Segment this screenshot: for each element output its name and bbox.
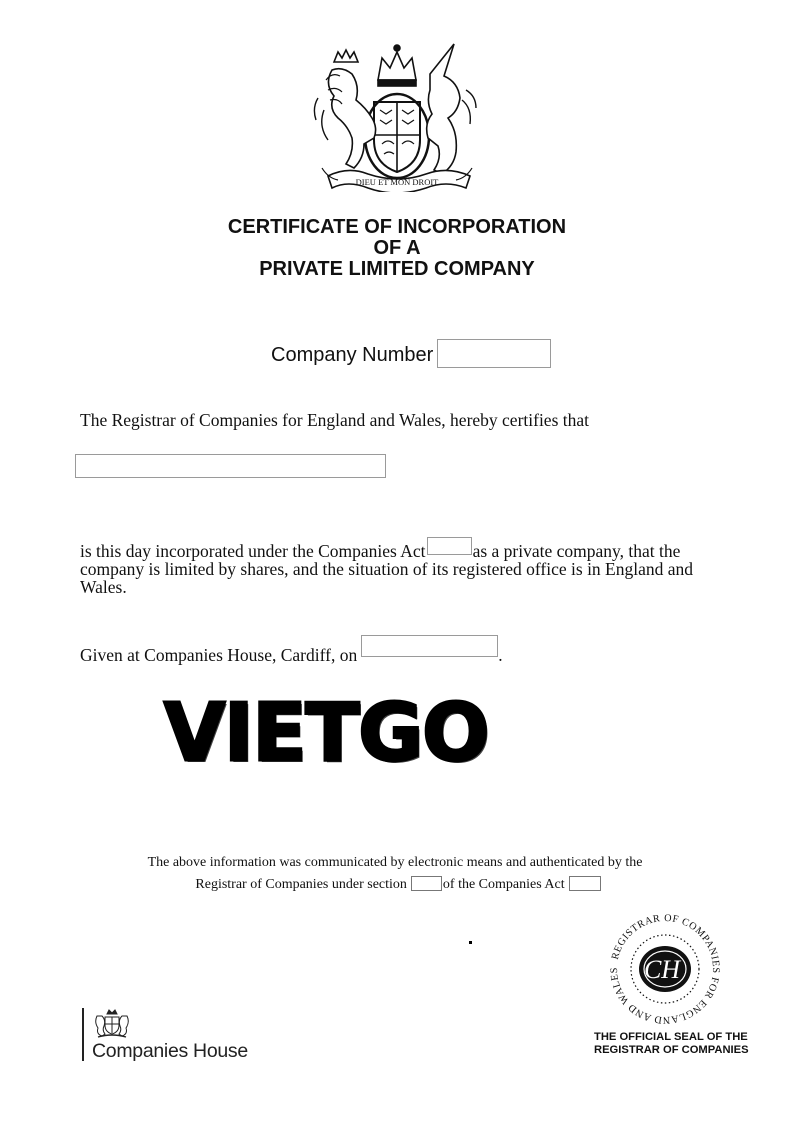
company-name-stamp: VIETGO: [164, 687, 489, 779]
seal-caption: [594, 1031, 749, 1056]
certificate-title-line-1: CERTIFICATE OF INCORPORATION: [227, 216, 567, 238]
stray-dot: [469, 941, 472, 944]
incorporation-paragraph: [80, 539, 740, 596]
authentication-line-2: [0, 874, 796, 896]
incorporation-date-field[interactable]: [361, 635, 498, 657]
authentication-line-1: The above information was communicated by electronic means and authenticated by the: [147, 855, 643, 870]
certificate-title-line-2: OF A: [373, 237, 421, 259]
companies-house-logo-bar: [82, 1008, 84, 1061]
company-name-field[interactable]: [75, 454, 386, 478]
companies-act-year-field[interactable]: [427, 537, 472, 555]
act-year-field[interactable]: [569, 876, 601, 891]
royal-coat-of-arms-icon: [312, 40, 482, 192]
seal-caption-line-1: THE OFFICIAL SEAL OF THE: [594, 1031, 748, 1043]
authentication-line-2-part-1: Registrar of Companies under section: [195, 877, 407, 892]
company-number-label: Company Number: [271, 344, 434, 366]
crest-motto: DIEU ET MON DROIT: [355, 177, 439, 187]
section-number-field[interactable]: [411, 876, 442, 891]
given-at-end: .: [498, 645, 503, 665]
incorporation-text-part-2: as a private company, that the company is limited by shares, and the situation of its registered office is in England and Wales.: [80, 541, 694, 597]
companies-house-logo-text: Companies House: [92, 1040, 248, 1062]
authentication-line-2-part-2: of the Companies Act: [442, 877, 565, 892]
companies-house-crest-icon: [92, 1008, 132, 1040]
registrar-statement: The Registrar of Companies for England and Wales, hereby certifies that: [80, 410, 590, 430]
given-at-line: [80, 639, 503, 664]
company-number-field[interactable]: [437, 339, 551, 368]
seal-ring-text: REGISTRAR OF COMPANIES FOR ENGLAND AND WALES: [608, 912, 722, 1026]
given-at-text: Given at Companies House, Cardiff, on: [80, 645, 358, 665]
official-seal-icon: [604, 908, 726, 1030]
seal-monogram: CH: [643, 955, 681, 984]
incorporation-text-part-1: is this day incorporated under the Companies Act: [80, 541, 426, 561]
certificate-title-line-3: PRIVATE LIMITED COMPANY: [259, 258, 535, 280]
seal-caption-line-2: REGISTRAR OF COMPANIES: [594, 1043, 749, 1056]
